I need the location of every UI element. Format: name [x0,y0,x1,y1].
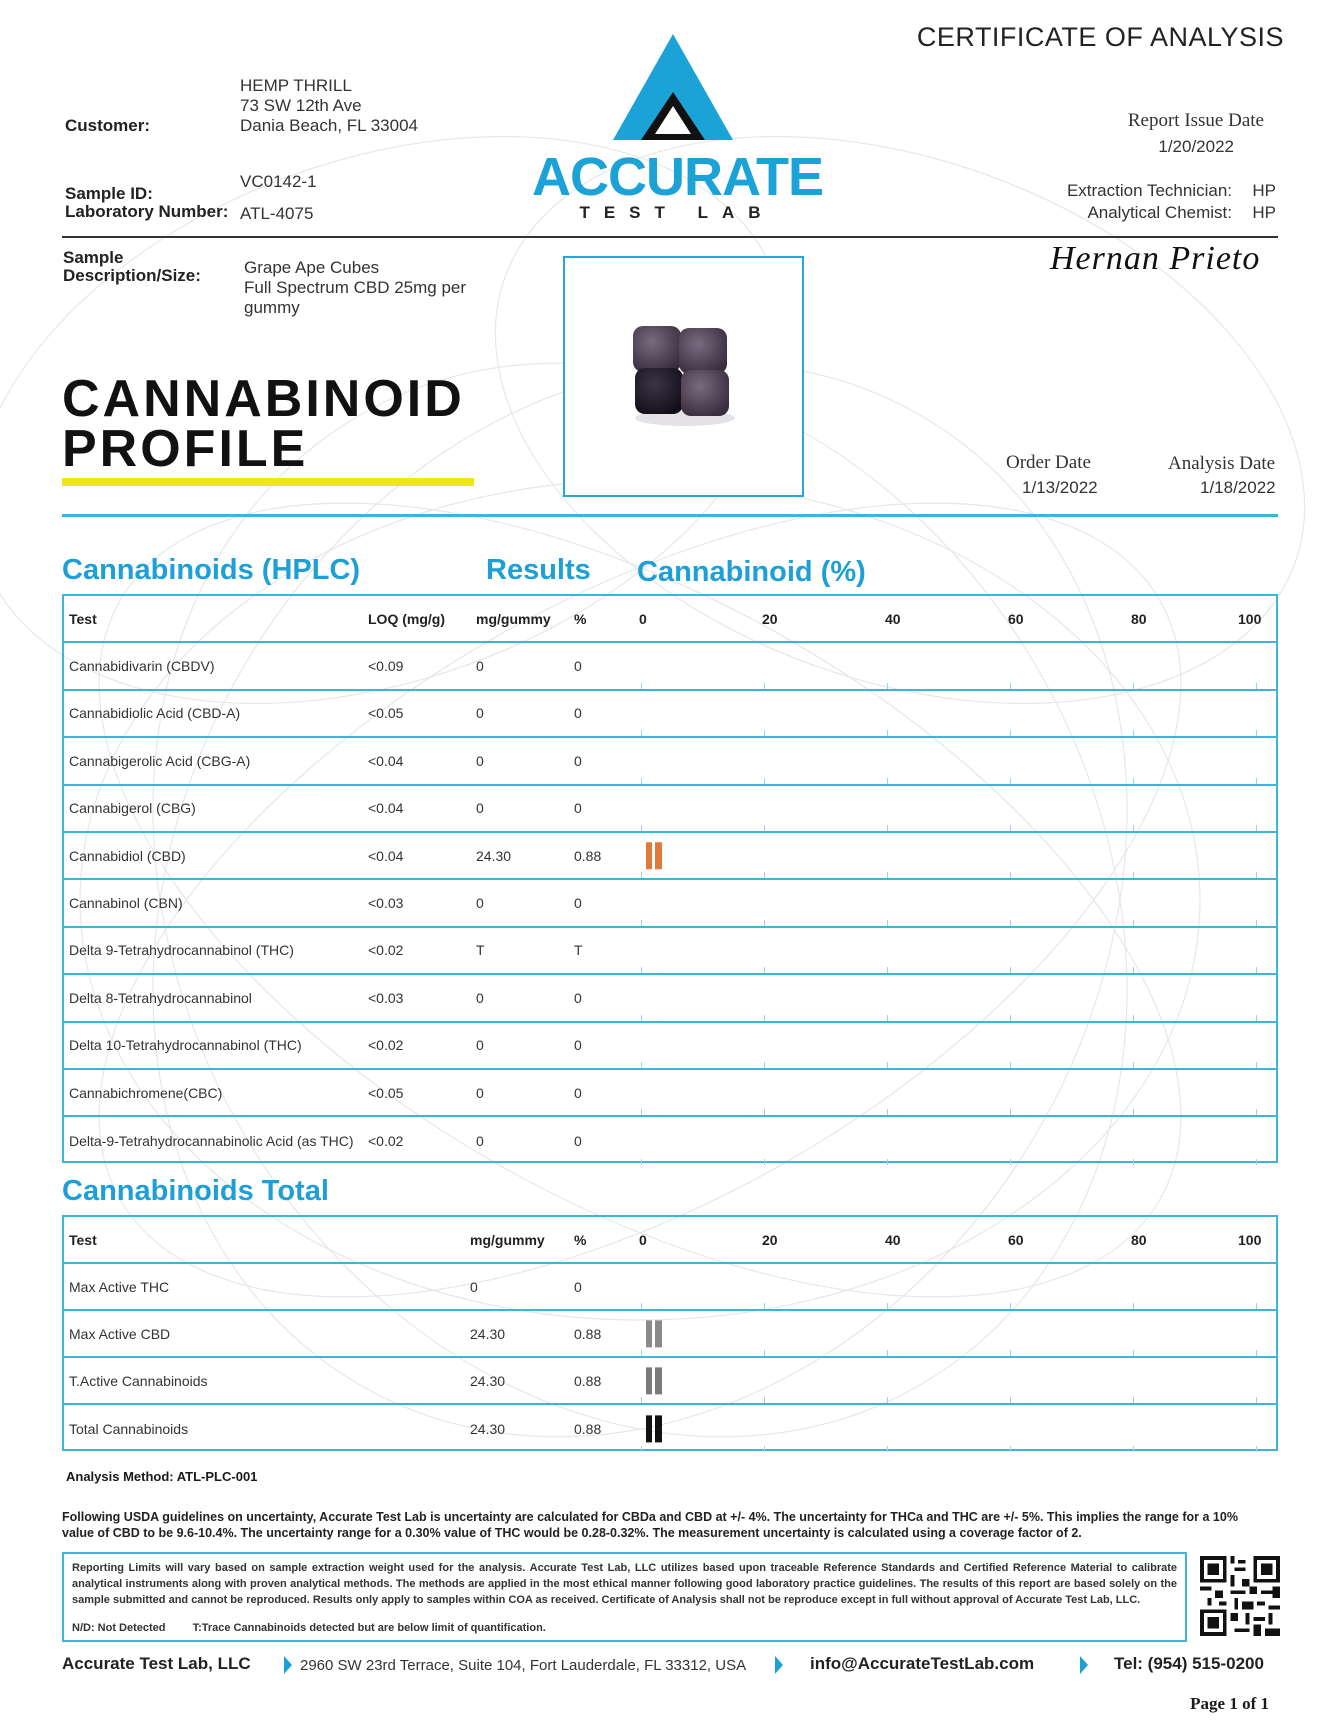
grid-tick [1010,778,1011,784]
grid-tick [1256,1109,1257,1115]
scale-label: 20 [762,1231,778,1248]
cell-loq: <0.05 [368,705,404,722]
table-row [64,1264,1276,1311]
sample-desc-line-3: gummy [244,298,300,317]
grid-tick [764,1397,765,1403]
percent-bar [655,842,661,869]
order-date-value: 1/13/2022 [1022,478,1098,497]
header-pct: % [574,610,587,627]
grid-tick [1133,1062,1134,1068]
grid-tick [887,778,888,784]
uncertainty-note: Following USDA guidelines on uncertainty, Accurate Test Lab is uncertainty are calculated for CBDa and CBD at +/- 4%. The uncertainty for THCa and THC are +/- 5%. This implies the range for a 10% value of CBD to be 9.6-10.4%. The uncertainty range for a 0.30% value of THC would be 0.28-0.32%. The measurement uncertainty is calculated using a coverage factor of 2. [62,1510,1238,1540]
cell-mg: 0 [470,1278,478,1295]
table-header-row [64,596,1276,643]
chevron-right-icon [775,1656,783,1674]
cell-mg: 0 [476,658,484,675]
cell-pct: 0.88 [574,1372,602,1389]
grid-tick [764,730,765,736]
scale-label: 60 [1008,610,1024,627]
hplc-table [62,594,1278,1163]
cell-mg: 0 [476,989,484,1006]
cell-test: Delta 8-Tetrahydrocannabinol [69,989,252,1006]
table-row [64,1358,1276,1405]
grid-tick [1133,730,1134,736]
nd-legend: N/D: Not Detected [72,1622,166,1634]
sample-desc-value [244,258,466,318]
grid-tick [1010,1303,1011,1309]
grid-tick [1133,920,1134,926]
sample-desc-line-2: Full Spectrum CBD 25mg per [244,278,467,297]
grid-tick [641,730,642,736]
cell-pct: 0 [574,1133,582,1150]
cell-test: Delta-9-Tetrahydrocannabinolic Acid (as THC) [69,1133,354,1150]
cell-pct: 0.88 [574,1420,602,1437]
grid-tick [764,825,765,831]
cell-mg: 0 [476,1084,484,1101]
customer-street: 73 SW 12th Ave [240,96,362,115]
cell-mg: 24.30 [470,1420,506,1437]
grid-tick [1010,730,1011,736]
grid-tick [1133,778,1134,784]
grid-tick [887,920,888,926]
grid-tick [1133,967,1134,973]
cell-loq: <0.05 [368,1084,404,1101]
grid-tick [1010,1446,1011,1452]
grid-tick [764,1446,765,1452]
grid-tick [1256,1159,1257,1165]
grid-tick [764,1062,765,1068]
analytical-chemist-value: HP [1252,203,1276,222]
cell-test: Cannabidiolic Acid (CBD-A) [69,705,241,722]
analysis-date-value: 1/18/2022 [1200,478,1276,497]
grid-tick [887,1062,888,1068]
hplc-heading: Cannabinoids (HPLC) [62,554,361,586]
total-heading: Cannabinoids Total [62,1175,329,1207]
cell-mg: 0 [476,752,484,769]
grid-tick [764,967,765,973]
scale-label: 60 [1008,1231,1024,1248]
cell-pct: 0 [574,658,582,675]
chevron-right-icon [284,1656,292,1674]
cell-mg: 0 [476,895,484,912]
footer-email[interactable]: info@AccurateTestLab.com [810,1654,1035,1673]
scale-label: 80 [1131,1231,1147,1248]
document-title: CERTIFICATE OF ANALYSIS [916,22,1284,52]
cell-pct: 0 [574,895,582,912]
scale-label: 40 [885,610,901,627]
grid-tick [1133,1397,1134,1403]
grid-tick [641,1015,642,1021]
profile-divider [62,514,1278,517]
grid-tick [1010,1397,1011,1403]
grid-tick [887,825,888,831]
cell-pct: 0.88 [574,847,602,864]
lab-number-label: Laboratory Number: [65,202,229,221]
table-row [64,1070,1276,1117]
customer-city: Dania Beach, FL 33004 [240,116,418,135]
grid-tick [887,1446,888,1452]
cell-test: T.Active Cannabinoids [69,1372,208,1389]
grid-tick [1256,1350,1257,1356]
cell-pct: 0 [574,705,582,722]
cell-test: Total Cannabinoids [69,1420,189,1437]
table-row [64,928,1276,975]
scale-label: 100 [1238,610,1262,627]
percent-bar [655,1320,661,1347]
sample-desc-label-2: Description/Size: [63,266,201,285]
cell-mg: 24.30 [470,1325,506,1342]
cell-test: Cannabinol (CBN) [69,895,183,912]
grid-tick [887,872,888,878]
grid-tick [641,1159,642,1165]
scale-label: 0 [639,610,647,627]
footer-address: 2960 SW 23rd Terrace, Suite 104, Fort Lauderdale, FL 33312, USA [300,1657,747,1674]
table-row [64,1117,1276,1164]
grid-tick [641,1446,642,1452]
footer-phone: Tel: (954) 515-0200 [1114,1654,1264,1673]
cell-test: Cannabichromene(CBC) [69,1084,223,1101]
grid-tick [1010,1109,1011,1115]
grid-tick [1133,1109,1134,1115]
signature: Hernan Prieto [1050,240,1261,277]
grid-tick [641,683,642,689]
profile-title-line-2: PROFILE [62,420,309,478]
table-row [64,833,1276,880]
table-row [64,786,1276,833]
grid-tick [641,1109,642,1115]
grid-tick [887,1015,888,1021]
grid-tick [1010,1062,1011,1068]
grid-tick [641,967,642,973]
table-row [64,1023,1276,1070]
cell-test: Max Active CBD [69,1325,171,1342]
cell-pct: 0 [574,1278,582,1295]
grid-tick [1256,920,1257,926]
customer-block [240,76,418,136]
grid-tick [764,1015,765,1021]
grid-tick [1010,872,1011,878]
grid-tick [1256,730,1257,736]
scale-label: 20 [762,610,778,627]
accurate-logo-mark [613,34,733,140]
cell-test: Cannabigerol (CBG) [69,800,196,817]
profile-underline [62,478,474,486]
header-pct: % [574,1231,587,1248]
table-header-row [64,1217,1276,1264]
customer-name: HEMP THRILL [240,76,352,95]
cell-loq: <0.09 [368,658,404,675]
cell-pct: 0 [574,1084,582,1101]
grid-tick [641,1397,642,1403]
percent-bar [655,1367,661,1394]
cell-test: Max Active THC [69,1278,170,1295]
grid-tick [887,967,888,973]
grid-tick [1256,825,1257,831]
grid-tick [1256,778,1257,784]
cell-test: Cannabidiol (CBD) [69,847,186,864]
cell-mg: 0 [476,800,484,817]
customer-label: Customer: [65,116,151,135]
extraction-tech-value: HP [1252,181,1276,200]
grid-tick [1010,967,1011,973]
percent-heading: Cannabinoid (%) [637,556,866,588]
cell-pct: 0 [574,1037,582,1054]
chevron-right-icon [1080,1656,1088,1674]
percent-bar [646,1320,652,1347]
table-row [64,643,1276,690]
scale-label: 0 [639,1231,647,1248]
table-row [64,880,1276,927]
header-divider [62,236,1278,238]
totals-table [62,1215,1278,1451]
sample-photo [563,256,804,497]
grid-tick [1256,683,1257,689]
cell-test: Delta 10-Tetrahydrocannabinol (THC) [69,1037,302,1054]
grid-tick [1133,1446,1134,1452]
grid-tick [764,1350,765,1356]
grid-tick [641,920,642,926]
cell-mg: 0 [476,705,484,722]
scale-label: 80 [1131,610,1147,627]
cell-pct: 0.88 [574,1325,602,1342]
cell-loq: <0.03 [368,989,404,1006]
cell-pct: 0 [574,752,582,769]
grid-tick [1133,825,1134,831]
order-date-label: Order Date [1006,452,1091,473]
cell-test: Cannabidivarin (CBDV) [69,658,215,675]
grid-tick [641,1350,642,1356]
header-mg: mg/gummy [470,1231,545,1248]
grid-tick [641,1303,642,1309]
grid-tick [1133,1159,1134,1165]
cell-pct: 0 [574,989,582,1006]
footer-company: Accurate Test Lab, LLC [62,1654,251,1673]
cell-loq: <0.02 [368,1133,404,1150]
grid-tick [887,1109,888,1115]
cell-mg: 24.30 [470,1372,506,1389]
report-issue-label: Report Issue Date [1127,110,1264,131]
grid-tick [764,872,765,878]
percent-bar [646,842,652,869]
table-row [64,738,1276,785]
grid-tick [1010,1350,1011,1356]
cell-loq: <0.03 [368,895,404,912]
header-test: Test [69,1231,97,1248]
grid-tick [641,872,642,878]
grid-tick [1010,683,1011,689]
grid-tick [641,778,642,784]
cell-mg: T [476,942,485,959]
table-row [64,975,1276,1022]
profile-title [62,370,465,478]
cell-mg: 24.30 [476,847,512,864]
disclaimer-box [62,1552,1187,1642]
sample-id-value: VC0142-1 [240,172,317,191]
lab-number-value: ATL-4075 [240,204,314,223]
grid-tick [1133,1350,1134,1356]
grid-tick [764,1109,765,1115]
grid-tick [764,683,765,689]
scale-label: 40 [885,1231,901,1248]
grid-tick [887,1350,888,1356]
grid-tick [887,683,888,689]
logo-subtitle: TEST LAB [579,203,775,222]
table-row [64,1405,1276,1452]
cell-loq: <0.02 [368,1037,404,1054]
sample-desc-label-1: Sample [63,248,124,267]
grid-tick [1133,683,1134,689]
table-row [64,691,1276,738]
cell-pct: T [574,942,583,959]
analysis-method: Analysis Method: ATL-PLC-001 [66,1469,258,1484]
grid-tick [641,1062,642,1068]
legend [72,1622,570,1634]
scale-label: 100 [1238,1231,1262,1248]
percent-bar [655,1415,661,1442]
cell-pct: 0 [574,800,582,817]
grid-tick [1256,1397,1257,1403]
grid-tick [1010,825,1011,831]
grid-tick [1010,1015,1011,1021]
grid-tick [1256,1446,1257,1452]
grid-tick [1133,1303,1134,1309]
grid-tick [1133,872,1134,878]
trace-legend: T:Trace Cannabinoids detected but are below limit of quantification. [192,1622,546,1634]
cell-test: Delta 9-Tetrahydrocannabinol (THC) [69,942,294,959]
grid-tick [764,1303,765,1309]
cell-loq: <0.04 [368,847,404,864]
gummy-cubes-image [565,258,802,495]
grid-tick [887,1397,888,1403]
cell-loq: <0.04 [368,800,404,817]
sample-desc-line-1: Grape Ape Cubes [244,258,380,277]
header-test: Test [69,610,97,627]
results-heading: Results [486,554,591,586]
grid-tick [1256,872,1257,878]
analysis-date-label: Analysis Date [1168,453,1276,474]
grid-tick [764,1159,765,1165]
qr-code[interactable] [1200,1556,1280,1636]
page-number: Page 1 of 1 [1190,1694,1269,1713]
grid-tick [1256,1062,1257,1068]
cell-mg: 0 [476,1133,484,1150]
grid-tick [887,730,888,736]
cell-mg: 0 [476,1037,484,1054]
profile-title-line-1: CANNABINOID [62,370,465,428]
sample-id-label: Sample ID: [65,184,153,203]
disclaimer-text: Reporting Limits will vary based on sample extraction weight used for the analysis. Accurate Test Lab, LLC utilizes based upon traceable Reference Standards and Certified Reference Material to calibrate analytical instruments along with proven analytical methods. The methods are applied in the most ethical manner following good laboratory practice guidelines. The results of this report are based solely on the sample submitted and cannot be reproduced. Results only apply to samples within COA as received. Certificate of Analysis shall not be reproduce except in full without approval of Accurate Test Lab, LLC. [72,1562,1177,1606]
grid-tick [764,778,765,784]
percent-bar [646,1415,652,1442]
grid-tick [887,1303,888,1309]
grid-tick [1010,1159,1011,1165]
grid-tick [1256,967,1257,973]
grid-tick [1133,1015,1134,1021]
extraction-tech-label: Extraction Technician: [1066,181,1232,200]
cell-loq: <0.04 [368,752,404,769]
header-loq: LOQ (mg/g) [368,610,445,627]
logo-wordmark: ACCURATE [532,147,823,207]
cell-test: Cannabigerolic Acid (CBG-A) [69,752,251,769]
analytical-chemist-label: Analytical Chemist: [1087,203,1232,222]
grid-tick [1256,1303,1257,1309]
table-row [64,1311,1276,1358]
percent-bar [646,1367,652,1394]
grid-tick [1256,1015,1257,1021]
grid-tick [764,920,765,926]
grid-tick [887,1159,888,1165]
header-mg: mg/gummy [476,610,551,627]
grid-tick [1010,920,1011,926]
cell-loq: <0.02 [368,942,404,959]
report-issue-date: 1/20/2022 [1158,137,1234,156]
grid-tick [641,825,642,831]
